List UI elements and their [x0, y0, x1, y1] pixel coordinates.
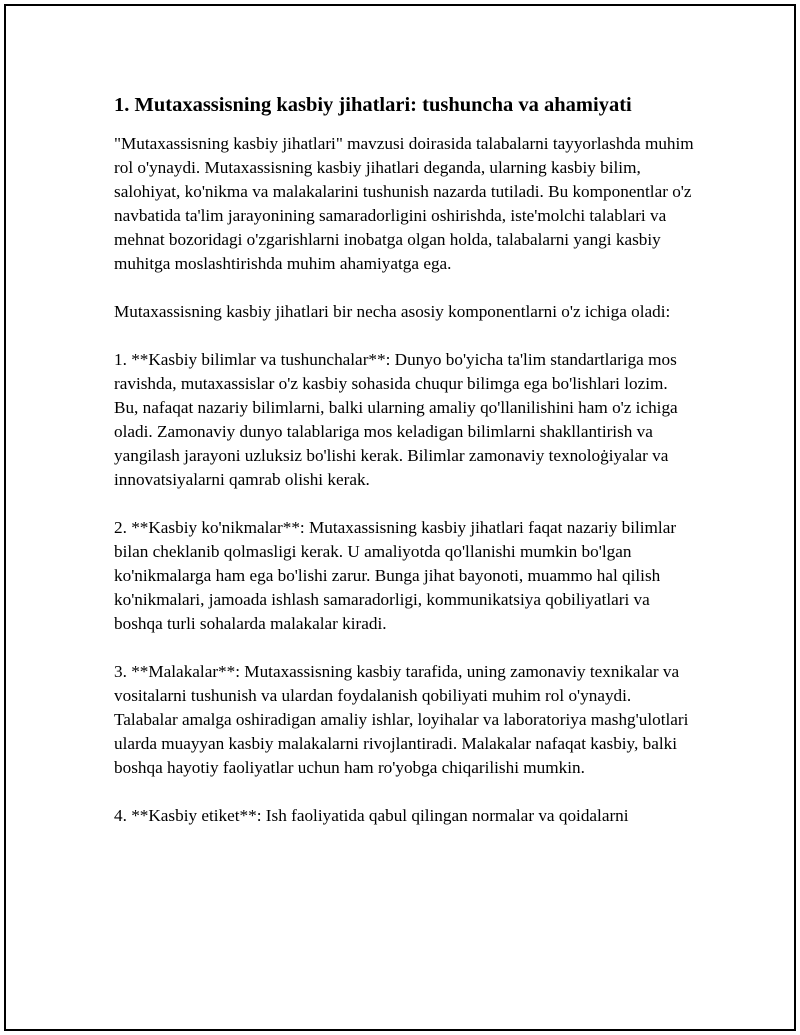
intro-paragraph: "Mutaxassisning kasbiy jihatlari" mavzusi doirasida talabalarni tayyorlashda muhim rol o'ynaydi. Mutaxassisning kasbiy jihatlari deganda, ularning kasbiy bilim, salohiyat, ko'nikma va malakalarini tushunish nazarda tutiladi. Bu komponentlar o'z navbatida ta'lim jarayonining samaradorligini oshirishda, iste'molchi talablari va mehnat bozoridagi o'zgarishlarni inobatga olgan holda, talabalarni yangi kasbiy muhitga moslashtirishda muhim ahamiyatga ega.: [114, 134, 694, 273]
document-body: [114, 92, 694, 828]
document-heading: 1. Mutaxassisning kasbiy jihatlari: tushuncha va ahamiyati: [114, 94, 632, 116]
components-lead-paragraph: Mutaxassisning kasbiy jihatlari bir necha asosiy komponentlarni o'z ichiga oladi:: [114, 302, 671, 321]
list-item-qualifications: 3. **Malakalar**: Mutaxassisning kasbiy tarafida, uning zamonaviy texnikalar va vositalarni tushunish va ulardan foydalanish qobiliyati muhim rol o'ynaydi. Talabalar amalga oshiradigan amaliy ishlar, loyihalar va laboratoriya mashg'ulotlari ularda muayyan kasbiy malakalarni rivojlantiradi. Malakalar nafaqat kasbiy, balki boshqa hayotiy faoliyatlar uchun ham ro'yobga chiqarilishi mumkin.: [114, 662, 689, 777]
list-item-skills: 2. **Kasbiy ko'nikmalar**: Mutaxassisning kasbiy jihatlari faqat nazariy bilimlar bilan cheklanib qolmasligi kerak. U amaliyotda qo'llanishi mumkin bo'lgan ko'nikmalarga ham ega bo'lishi zarur. Bunga jihat bayonoti, muammo hal qilish ko'nikmalari, jamoada ishlash samaradorligi, kommunikatsiya qobiliyatlari va boshqa turli sohalarda malakalar kiradi.: [114, 518, 677, 633]
list-item-knowledge: 1. **Kasbiy bilimlar va tushunchalar**: Dunyo bo'yicha ta'lim standartlariga mos ravishda, mutaxassislar o'z kasbiy sohasida chuqur bilimga ega bo'lishlari lozim. Bu, nafaqat nazariy bilimlarni, balki ularning amaliy qo'llanilishini ham o'z ichiga oladi. Zamonaviy dunyo talablariga mos keladigan bilimlarni shakllantirish va yangilash jarayoni uzluksiz bo'lishi kerak. Bilimlar zamonaviy texnoloġiyalar va innovatsiyalarni qamrab olishi kerak.: [114, 350, 678, 489]
list-item-etiquette: 4. **Kasbiy etiket**: Ish faoliyatida qabul qilingan normalar va qoidalarni: [114, 806, 629, 825]
